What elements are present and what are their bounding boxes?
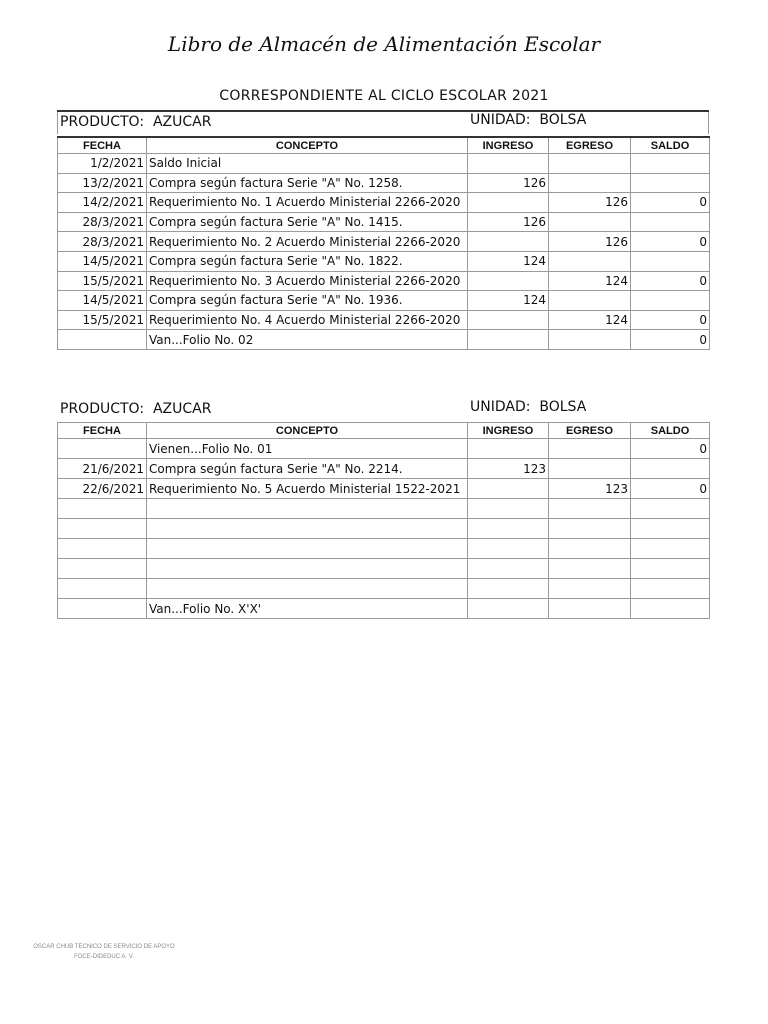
section2-ledger-table xyxy=(57,422,710,619)
cell-fecha xyxy=(58,539,147,559)
unidad-value: BOLSA xyxy=(539,112,587,128)
cell-saldo xyxy=(631,519,710,539)
cell-concepto: Saldo Inicial xyxy=(147,154,468,174)
table-row xyxy=(58,539,710,559)
cell-concepto: Van...Folio No. X'X' xyxy=(147,599,468,619)
table-header-row xyxy=(58,423,710,439)
footer-line2: FOCE-DIDEDUC A. V. xyxy=(74,954,134,960)
cell-ingreso xyxy=(468,330,549,350)
col-ingreso: INGRESO xyxy=(468,137,549,154)
cell-concepto: Requerimiento No. 2 Acuerdo Ministerial 2266-2020 xyxy=(147,232,468,252)
cell-ingreso: 126 xyxy=(468,173,549,193)
table-row xyxy=(58,479,710,499)
col-fecha: FECHA xyxy=(58,137,147,154)
cell-ingreso: 123 xyxy=(468,459,549,479)
cell-egreso xyxy=(549,539,631,559)
table-row xyxy=(58,212,710,232)
cell-egreso xyxy=(549,291,631,311)
table-row xyxy=(58,559,710,579)
cell-saldo xyxy=(631,212,710,232)
cell-ingreso xyxy=(468,579,549,599)
cell-fecha: 14/5/2021 xyxy=(58,291,147,311)
section1-ledger-table xyxy=(57,136,710,350)
table-row xyxy=(58,173,710,193)
cell-fecha xyxy=(58,519,147,539)
cell-egreso xyxy=(549,519,631,539)
cell-ingreso xyxy=(468,154,549,174)
cell-saldo: 0 xyxy=(631,232,710,252)
cell-fecha: 13/2/2021 xyxy=(58,173,147,193)
cell-concepto: Compra según factura Serie "A" No. 1415. xyxy=(147,212,468,232)
table-row xyxy=(58,499,710,519)
cell-concepto: Compra según factura Serie "A" No. 1258. xyxy=(147,173,468,193)
cell-ingreso xyxy=(468,232,549,252)
cell-egreso: 123 xyxy=(549,479,631,499)
cell-saldo: 0 xyxy=(631,439,710,459)
cell-concepto xyxy=(147,519,468,539)
cell-saldo: 0 xyxy=(631,310,710,330)
table-row xyxy=(58,193,710,213)
cell-saldo xyxy=(631,539,710,559)
section1-producto xyxy=(60,114,211,130)
cell-egreso xyxy=(549,212,631,232)
cell-ingreso xyxy=(468,479,549,499)
section2-unidad xyxy=(470,399,586,415)
producto-label: PRODUCTO: xyxy=(60,114,145,130)
cell-saldo xyxy=(631,499,710,519)
table-row xyxy=(58,579,710,599)
document-subtitle: CORRESPONDIENTE AL CICLO ESCOLAR 2021 xyxy=(219,88,549,104)
cell-ingreso: 124 xyxy=(468,251,549,271)
cell-egreso: 124 xyxy=(549,310,631,330)
cell-concepto xyxy=(147,579,468,599)
cell-concepto xyxy=(147,539,468,559)
cell-saldo xyxy=(631,291,710,311)
col-concepto: CONCEPTO xyxy=(147,137,468,154)
table-row xyxy=(58,251,710,271)
cell-saldo: 0 xyxy=(631,271,710,291)
footer-line1: OSCAR CHUB TECNICO DE SERVICIO DE APOYO xyxy=(33,944,175,950)
cell-ingreso xyxy=(468,599,549,619)
col-egreso: EGRESO xyxy=(549,423,631,439)
cell-saldo xyxy=(631,154,710,174)
cell-ingreso xyxy=(468,559,549,579)
table-row xyxy=(58,459,710,479)
col-egreso: EGRESO xyxy=(549,137,631,154)
cell-fecha: 14/5/2021 xyxy=(58,251,147,271)
cell-fecha: 15/5/2021 xyxy=(58,271,147,291)
cell-saldo xyxy=(631,579,710,599)
table-row xyxy=(58,271,710,291)
cell-concepto: Requerimiento No. 3 Acuerdo Ministerial 2266-2020 xyxy=(147,271,468,291)
cell-saldo xyxy=(631,459,710,479)
cell-concepto: Van...Folio No. 02 xyxy=(147,330,468,350)
cell-saldo xyxy=(631,173,710,193)
cell-egreso xyxy=(549,559,631,579)
cell-concepto: Compra según factura Serie "A" No. 1936. xyxy=(147,291,468,311)
cell-ingreso xyxy=(468,519,549,539)
cell-saldo xyxy=(631,599,710,619)
cell-ingreso xyxy=(468,499,549,519)
producto-value: AZUCAR xyxy=(152,114,212,130)
unidad-value: BOLSA xyxy=(539,399,587,415)
cell-ingreso xyxy=(468,439,549,459)
col-ingreso: INGRESO xyxy=(468,423,549,439)
cell-concepto xyxy=(147,559,468,579)
cell-egreso xyxy=(549,439,631,459)
section1-unidad xyxy=(470,112,586,128)
cell-egreso xyxy=(549,251,631,271)
document-title: Libro de Almacén de Alimentación Escolar xyxy=(167,32,601,56)
cell-egreso xyxy=(549,173,631,193)
cell-fecha xyxy=(58,499,147,519)
cell-fecha: 22/6/2021 xyxy=(58,479,147,499)
col-saldo: SALDO xyxy=(631,137,710,154)
col-concepto: CONCEPTO xyxy=(147,423,468,439)
cell-egreso: 126 xyxy=(549,193,631,213)
unidad-label: UNIDAD: xyxy=(470,112,531,128)
cell-ingreso xyxy=(468,271,549,291)
cell-ingreso xyxy=(468,539,549,559)
cell-ingreso: 124 xyxy=(468,291,549,311)
cell-fecha: 21/6/2021 xyxy=(58,459,147,479)
cell-egreso xyxy=(549,330,631,350)
footer-credit xyxy=(24,942,184,962)
col-fecha: FECHA xyxy=(58,423,147,439)
table-row xyxy=(58,519,710,539)
cell-saldo: 0 xyxy=(631,479,710,499)
cell-fecha xyxy=(58,439,147,459)
producto-value: AZUCAR xyxy=(152,401,212,417)
cell-fecha xyxy=(58,579,147,599)
table-row xyxy=(58,599,710,619)
cell-fecha: 14/2/2021 xyxy=(58,193,147,213)
cell-ingreso xyxy=(468,193,549,213)
table-row xyxy=(58,154,710,174)
section2-producto xyxy=(60,401,211,417)
cell-concepto xyxy=(147,499,468,519)
cell-concepto: Vienen...Folio No. 01 xyxy=(147,439,468,459)
cell-saldo xyxy=(631,251,710,271)
cell-saldo: 0 xyxy=(631,330,710,350)
table-row xyxy=(58,232,710,252)
cell-egreso: 124 xyxy=(549,271,631,291)
cell-ingreso xyxy=(468,310,549,330)
cell-egreso: 126 xyxy=(549,232,631,252)
table-row xyxy=(58,291,710,311)
cell-fecha xyxy=(58,559,147,579)
table-row xyxy=(58,330,710,350)
cell-concepto: Compra según factura Serie "A" No. 1822. xyxy=(147,251,468,271)
section1-top-rule xyxy=(57,110,709,112)
cell-saldo: 0 xyxy=(631,193,710,213)
table-row xyxy=(58,439,710,459)
cell-egreso xyxy=(549,499,631,519)
cell-fecha: 28/3/2021 xyxy=(58,212,147,232)
table-row xyxy=(58,310,710,330)
cell-egreso xyxy=(549,459,631,479)
cell-concepto: Compra según factura Serie "A" No. 2214. xyxy=(147,459,468,479)
cell-concepto: Requerimiento No. 4 Acuerdo Ministerial 2266-2020 xyxy=(147,310,468,330)
cell-ingreso: 126 xyxy=(468,212,549,232)
cell-concepto: Requerimiento No. 5 Acuerdo Ministerial 1522-2021 xyxy=(147,479,468,499)
cell-egreso xyxy=(549,579,631,599)
table-header-row xyxy=(58,137,710,154)
cell-fecha: 15/5/2021 xyxy=(58,310,147,330)
producto-label: PRODUCTO: xyxy=(60,401,145,417)
cell-egreso xyxy=(549,154,631,174)
cell-fecha: 28/3/2021 xyxy=(58,232,147,252)
cell-saldo xyxy=(631,559,710,579)
col-saldo: SALDO xyxy=(631,423,710,439)
cell-egreso xyxy=(549,599,631,619)
cell-concepto: Requerimiento No. 1 Acuerdo Ministerial 2266-2020 xyxy=(147,193,468,213)
cell-fecha: 1/2/2021 xyxy=(58,154,147,174)
cell-fecha xyxy=(58,330,147,350)
cell-fecha xyxy=(58,599,147,619)
unidad-label: UNIDAD: xyxy=(470,399,531,415)
